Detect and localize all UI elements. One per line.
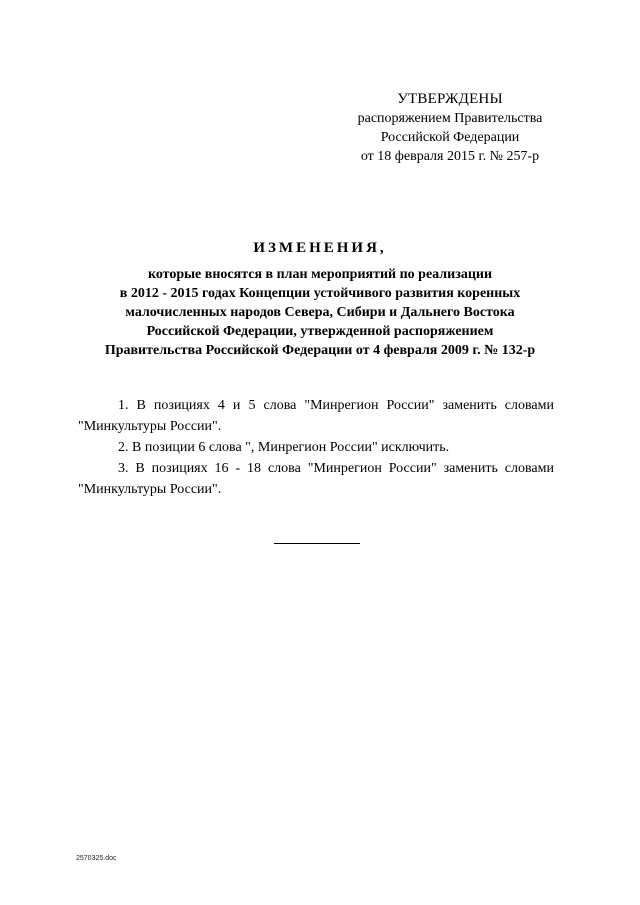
approval-block xyxy=(330,90,570,166)
amendment-item-1: 1. В позициях 4 и 5 слова "Минрегион России" заменить словами "Минкультуры России". xyxy=(78,398,554,434)
file-name-footer: 2570325.doc xyxy=(76,855,117,862)
subtitle-line-1: которые вносятся в план мероприятий по реализации xyxy=(147,267,493,282)
approval-line-3: от 18 февраля 2015 г. № 257-р xyxy=(360,149,540,164)
document-title: ИЗМЕНЕНИЯ, xyxy=(253,240,387,256)
subtitle-line-3: малочисленных народов Севера, Сибири и Дальнего Востока xyxy=(125,305,515,320)
subtitle-line-2: в 2012 - 2015 годах Концепции устойчивого развития коренных xyxy=(119,286,521,301)
subtitle-line-5: Правительства Российской Федерации от 4 февраля 2009 г. № 132-р xyxy=(104,343,536,358)
amendment-list xyxy=(78,395,554,500)
closing-divider xyxy=(274,543,360,544)
document-subtitle xyxy=(60,265,580,360)
subtitle-line-4: Российской Федерации, утвержденной распоряжением xyxy=(146,324,494,339)
approval-heading: УТВЕРЖДЕНЫ xyxy=(397,91,503,107)
amendment-item-2: 2. В позиции 6 слова ", Минрегион России" исключить. xyxy=(118,440,450,455)
approval-line-2: Российской Федерации xyxy=(380,130,520,145)
approval-line-1: распоряжением Правительства xyxy=(357,111,543,126)
amendment-item-3: 3. В позициях 16 - 18 слова "Минрегион России" заменить словами "Минкультуры России". xyxy=(78,461,554,497)
